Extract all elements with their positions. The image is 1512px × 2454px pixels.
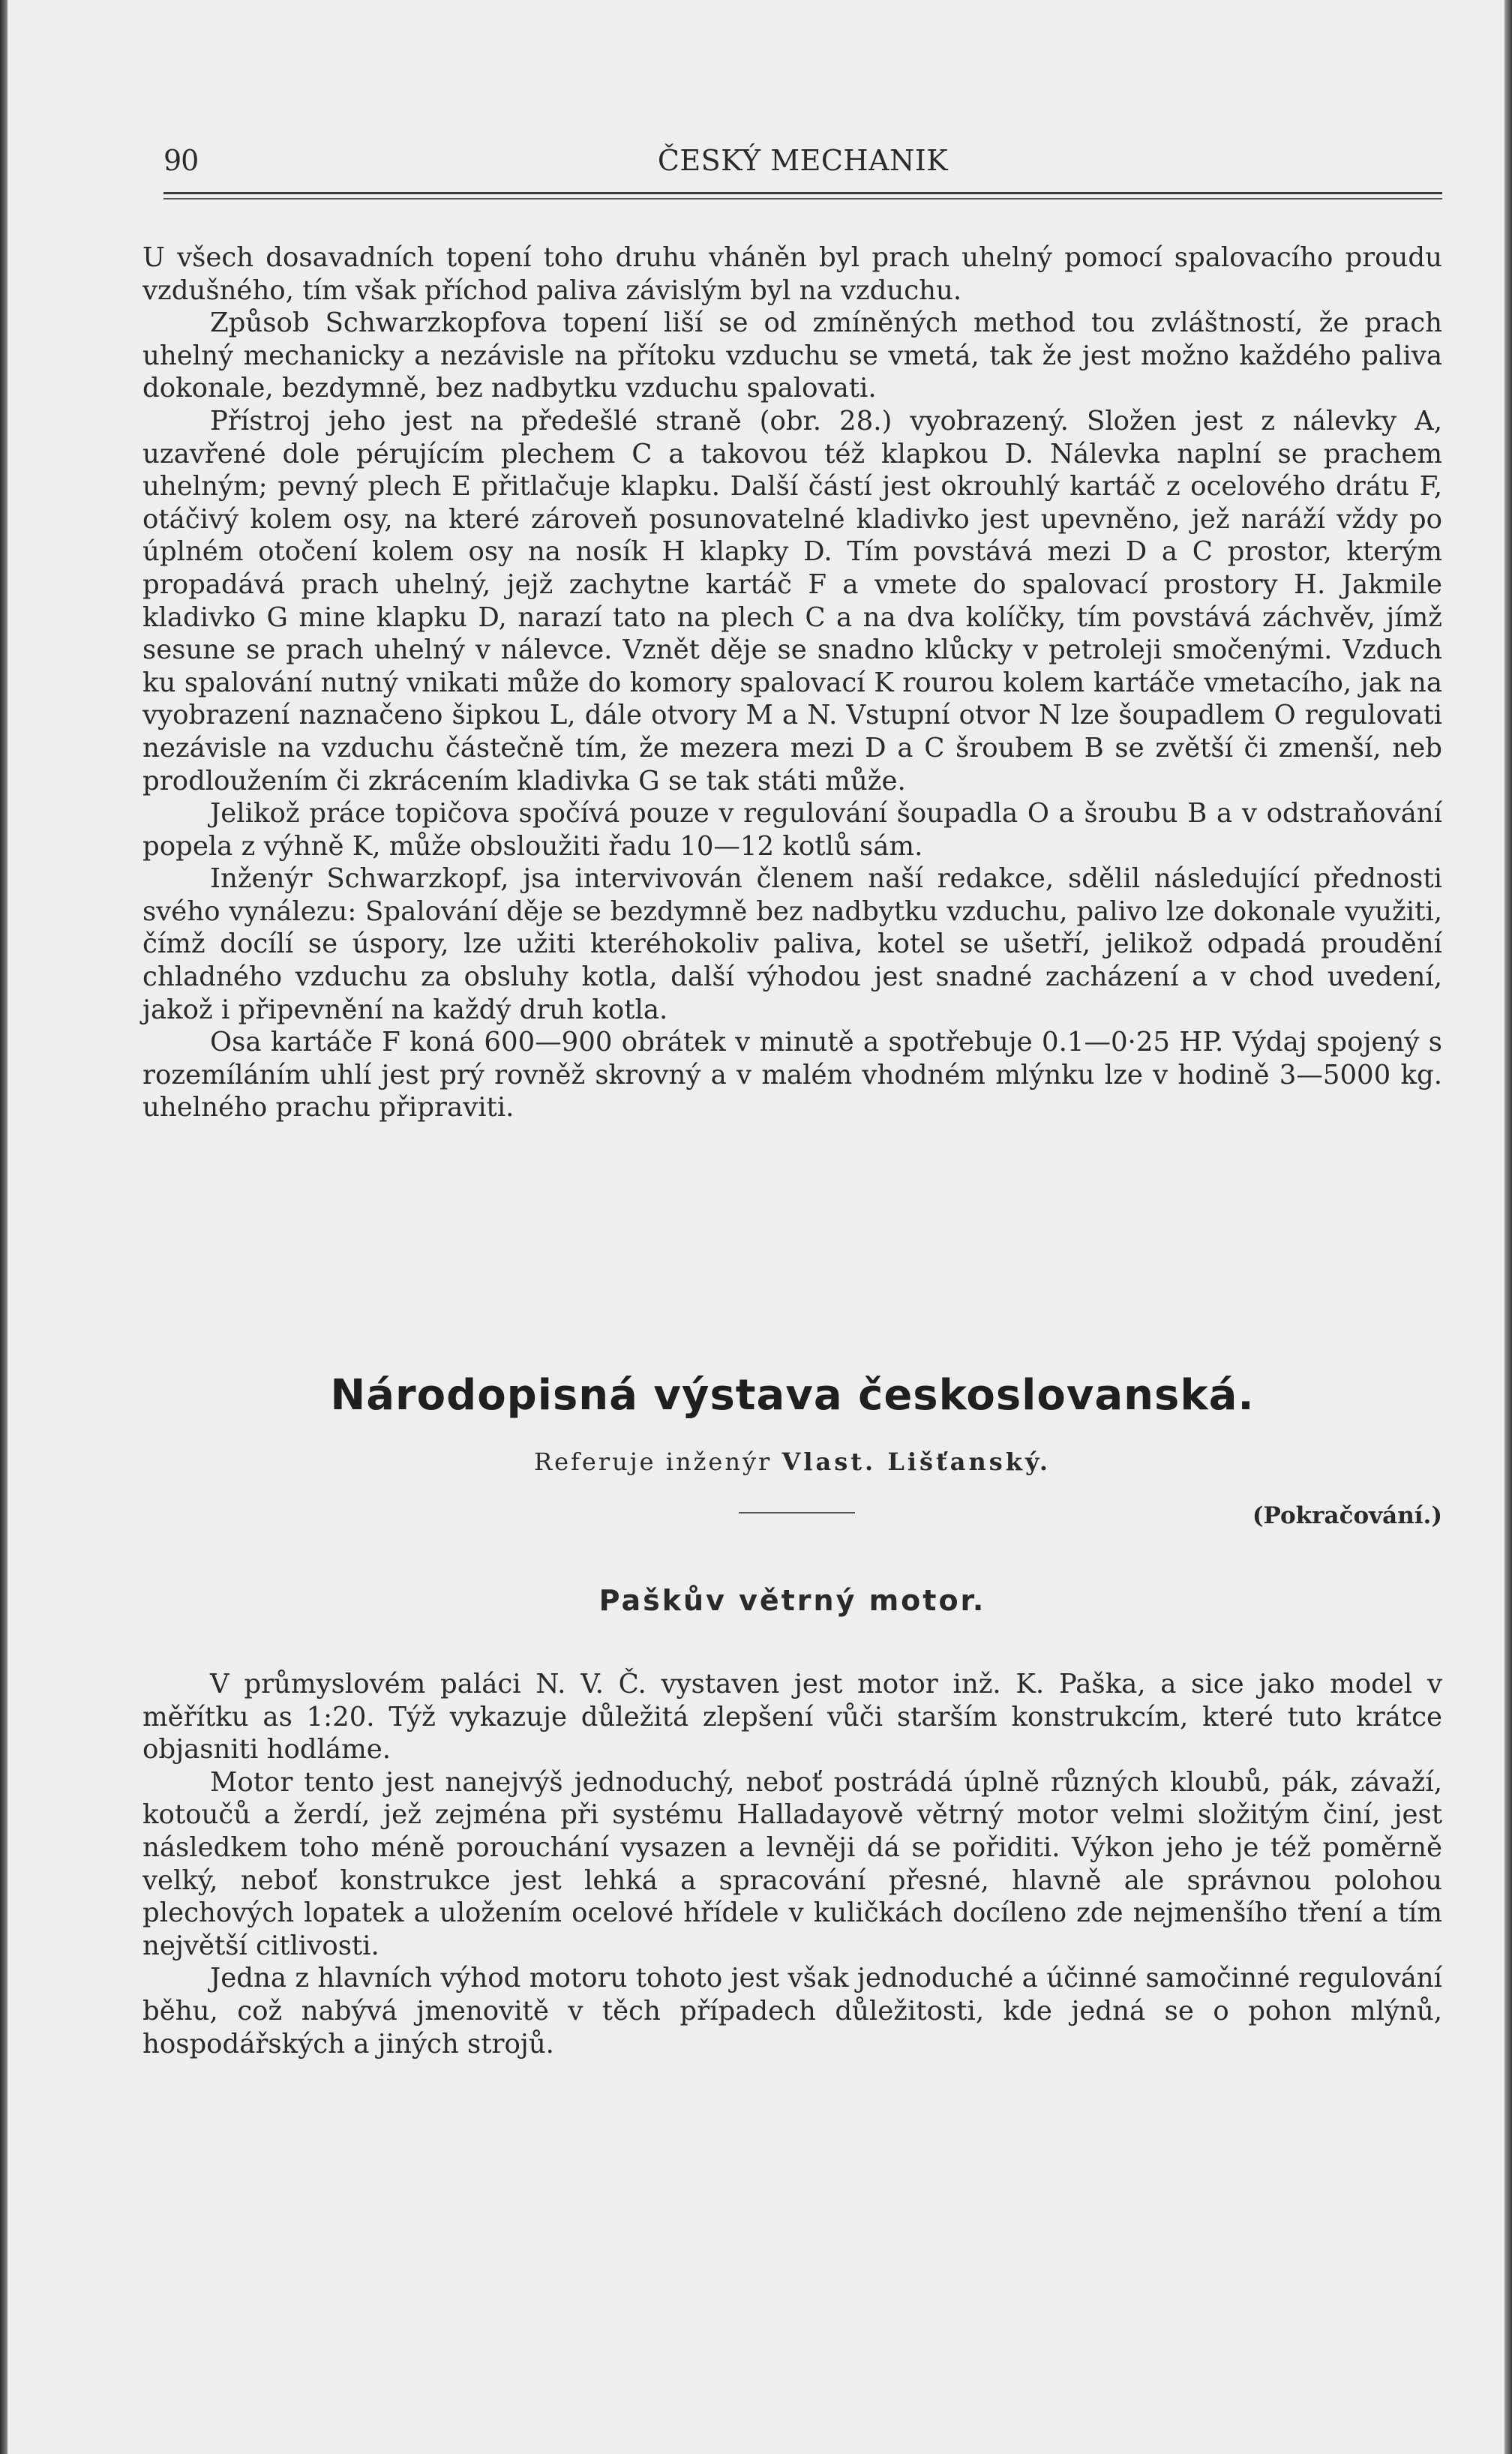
byline bbox=[142, 1448, 1442, 1476]
right-page-edge bbox=[1504, 0, 1512, 2454]
paragraph: V průmyslovém paláci N. V. Č. vystaven jest motor inž. K. Paška, a sice jako model v měřítku as 1:20. Týž vykazuje důležitá zlepšení vůči starším konstrukcím, které tuto krátce objasniti hodláme. bbox=[142, 1669, 1442, 1766]
running-head: ČESKÝ MECHANIK bbox=[657, 144, 949, 177]
header-rule-thin bbox=[164, 198, 1442, 200]
schwarzkopf-section bbox=[142, 242, 1442, 1124]
paragraph: Osa kartáče F koná 600—900 obrátek v minutě a spotřebuje 0.1—0·25 HP. Výdaj spojený s rozemíláním uhlí jest prý rovněž skrovný a v malém vhodném mlýnku lze v hodině 3—5000 kg. uhelného prachu připraviti. bbox=[142, 1027, 1442, 1124]
header-rule bbox=[164, 192, 1442, 194]
paragraph: Jedna z hlavních výhod motoru tohoto jest však jednoduché a účinné samočinné regulování běhu, což nabývá jmenovitě v těch případech důležitosti, kde jedná se o pohon mlýnů, hospodářských a jiných strojů. bbox=[142, 1963, 1442, 2060]
paragraph: Inženýr Schwarzkopf, jsa intervivován členem naší redakce, sdělil následující přednosti svého vynálezu: Spalování děje se bezdymně bez nadbytku vzduchu, palivo lze dokonale využiti, čímž docílí se úspory, lze užiti kteréhokoliv paliva, kotel se ušetří, jelikož odpadá proudění chladného vzduchu za obsluhy kotla, další výhodou jest snadné zacházení a v chod uvedení, jakož i připevnění na každý druh kotla. bbox=[142, 863, 1442, 1025]
page-number: 90 bbox=[164, 144, 199, 177]
paragraph: Motor tento jest nanejvýš jednoduchý, neboť postrádá úplně různých kloubů, pák, závaží, kotoučů a žerdí, jež zejména při systému Halladayově větrný motor velmi složitým činí, jest následkem toho méně porouchání vysazen a levněji dá se pořiditi. Výkon jeho je též poměrně velký, neboť konstrukce jest lehká a spracování přesné, hlavně ale správnou polohou plechových lopatek a uložením ocelové hřídele v kuličkách docíleno zde nejmenšího tření a tím největší citlivosti. bbox=[142, 1766, 1442, 1961]
paragraph: U všech dosavadních topení toho druhu vháněn byl prach uhelný pomocí spalovacího proudu vzdušného, tím však příchod paliva závislým byl na vzduchu. bbox=[142, 242, 1442, 306]
page-header bbox=[164, 144, 1442, 189]
pasek-motor-section bbox=[142, 1668, 1442, 2060]
paragraph: Přístroj jeho jest na předešlé straně (obr. 28.) vyobrazený. Složen jest z nálevky A, uzavřené dole pérujícím plechem C a takovou též klapkou D. Nálevka naplní se prachem uhelným; pevný plech E přitlačuje klapku. Další částí jest okrouhlý kartáč z ocelového drátu F, otáčivý kolem osy, na které zároveň posunovatelné kladivko jest upevněno, jež naráží vždy po úplném otočení kolem osy na nosík H klapky D. Tím povstává mezi D a C prostor, kterým propadává prach uhelný, jejž zachytne kartáč F a vmete do spalovací prostory H. Jakmile kladivko G mine klapku D, narazí tato na plech C a na dva kolíčky, tím povstává záchvěv, jímž sesune se prach uhelný v nálevce. Vznět děje se snadno klůcky v petroleji smočenými. Vzduch ku spalování nutný vnikati může do komory spalovací K rourou kolem kartáče vmetacího, jak na vyobrazení naznačeno šipkou L, dále otvory M a N. Vstupní otvor N lze šoupadlem O regulovati nezávisle na vzduchu částečně tím, že mezera mezi D a C šroubem B se zvětší či zmenší, neb prodloužením či zkrácením kladivka G se tak státi může. bbox=[142, 405, 1442, 796]
byline-author: Vlast. Lišťanský. bbox=[782, 1448, 1052, 1476]
continued-note: (Pokračování.) bbox=[1252, 1502, 1442, 1529]
subheading: Paškův větrný motor. bbox=[598, 1584, 986, 1617]
paragraph: Jelikož práce topičova spočívá pouze v regulování šoupadla O a šroubu B a v odstraňování popela z výhně K, může obsloužiti řadu 10—12 kotlů sám. bbox=[142, 798, 1442, 862]
left-page-edge bbox=[0, 0, 8, 2454]
title-separator bbox=[739, 1512, 855, 1514]
byline-prefix: Referuje inženýr bbox=[533, 1448, 772, 1476]
paragraph: Způsob Schwarzkopfova topení liší se od zmíněných method tou zvláštností, že prach uhelný mechanicky a nezávisle na přítoku vzduchu se vmetá, tak že jest možno každého paliva dokonale, bezdymně, bez nadbytku vzduchu spalovati. bbox=[142, 308, 1442, 404]
article-title: Národopisná výstava českoslovanská. bbox=[330, 1371, 1255, 1420]
